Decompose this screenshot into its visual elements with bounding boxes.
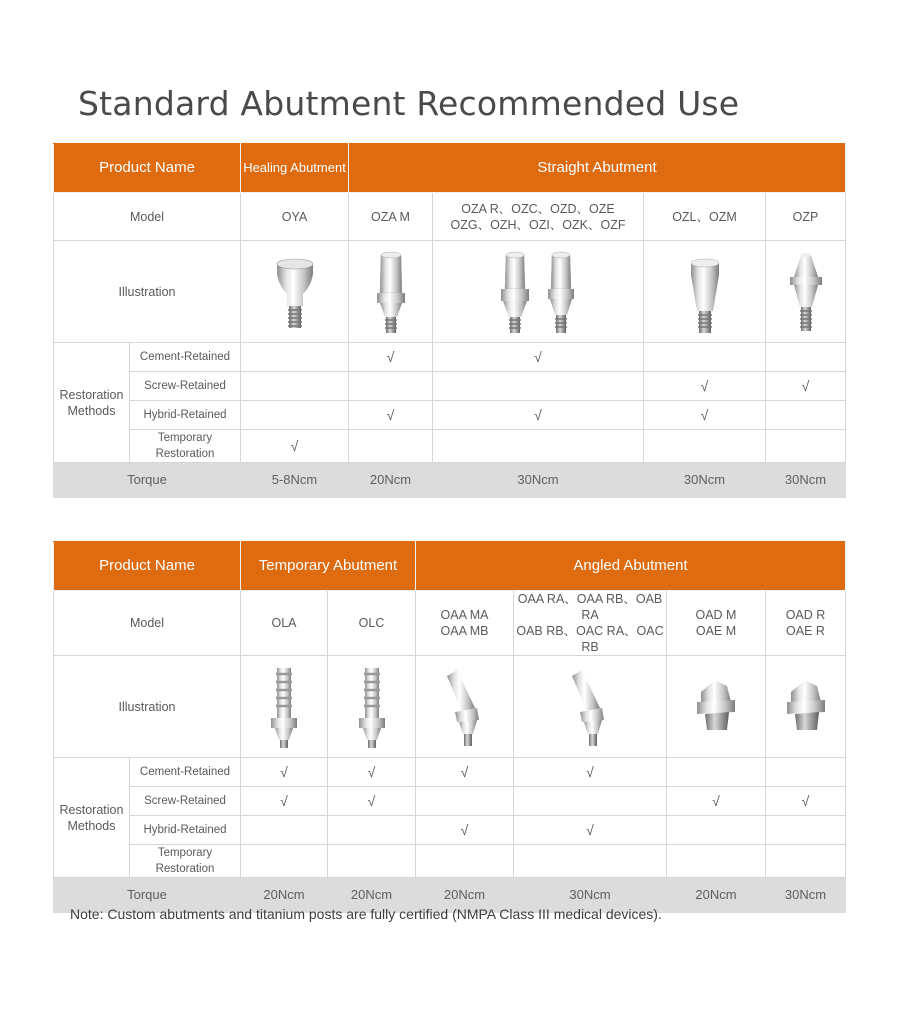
page-title: Standard Abutment Recommended Use <box>78 84 740 123</box>
straight-abutment-table <box>53 143 846 498</box>
check-cell <box>328 816 416 845</box>
product-name-header: Product Name <box>54 542 241 591</box>
check-cell <box>416 845 514 878</box>
torque-value: 30Ncm <box>433 463 644 498</box>
torque-value: 20Ncm <box>416 878 514 913</box>
model-cell: OZA R、OZC、OZD、OZE OZG、OZH、OZI、OZK、OZF <box>433 193 644 241</box>
product-name-header: Product Name <box>54 144 241 193</box>
healing-abutment-icon <box>241 241 349 343</box>
check-cell <box>349 430 433 463</box>
model-cell: OZA M <box>349 193 433 241</box>
group-header-healing: Healing Abutment <box>241 144 349 193</box>
check-cell: √ <box>241 430 349 463</box>
illustration-label: Illustration <box>54 656 241 758</box>
check-cell <box>766 343 846 372</box>
angled-abutment-icon <box>416 656 514 758</box>
torque-value: 30Ncm <box>514 878 667 913</box>
model-label: Model <box>54 591 241 656</box>
temporary-abutment-icon <box>241 656 328 758</box>
check-cell <box>241 816 328 845</box>
check-cell: √ <box>766 372 846 401</box>
check-cell: √ <box>644 401 766 430</box>
temporary-abutment-icon <box>328 656 416 758</box>
method-label: Temporary Restoration <box>130 845 241 878</box>
check-cell <box>514 845 667 878</box>
method-label: Hybrid-Retained <box>130 401 241 430</box>
check-cell: √ <box>416 816 514 845</box>
check-cell: √ <box>328 787 416 816</box>
check-cell: √ <box>349 343 433 372</box>
torque-value: 20Ncm <box>349 463 433 498</box>
model-cell: OLA <box>241 591 328 656</box>
torque-value: 20Ncm <box>241 878 328 913</box>
straight-abutment-icon <box>349 241 433 343</box>
multi-unit-abutment-icon <box>766 241 846 343</box>
check-cell <box>241 343 349 372</box>
angled-abutment-icon <box>514 656 667 758</box>
model-cell: OYA <box>241 193 349 241</box>
model-cell: OLC <box>328 591 416 656</box>
check-cell <box>433 372 644 401</box>
method-label: Hybrid-Retained <box>130 816 241 845</box>
check-cell: √ <box>328 758 416 787</box>
method-label: Cement-Retained <box>130 758 241 787</box>
torque-value: 30Ncm <box>766 463 846 498</box>
check-cell <box>433 430 644 463</box>
torque-value: 5-8Ncm <box>241 463 349 498</box>
check-cell <box>241 845 328 878</box>
check-cell <box>766 430 846 463</box>
check-cell <box>349 372 433 401</box>
check-cell <box>416 787 514 816</box>
check-cell: √ <box>416 758 514 787</box>
check-cell <box>644 343 766 372</box>
restoration-methods-label: Restoration Methods <box>54 343 130 463</box>
illustration-label: Illustration <box>54 241 241 343</box>
method-label: Screw-Retained <box>130 372 241 401</box>
group-header-temporary: Temporary Abutment <box>241 542 416 591</box>
check-cell <box>514 787 667 816</box>
torque-label: Torque <box>54 463 241 498</box>
model-cell: OAA RA、OAA RB、OAB RA OAB RB、OAC RA、OAC RB <box>514 591 667 656</box>
check-cell <box>241 401 349 430</box>
check-cell: √ <box>514 758 667 787</box>
check-cell <box>766 816 846 845</box>
straight-abutment-pair-icon <box>433 241 644 343</box>
check-cell <box>766 758 846 787</box>
check-cell <box>328 845 416 878</box>
check-cell <box>667 816 766 845</box>
model-cell: OAD M OAE M <box>667 591 766 656</box>
check-cell: √ <box>766 787 846 816</box>
torque-value: 20Ncm <box>328 878 416 913</box>
check-cell <box>667 758 766 787</box>
angled-multi-unit-icon <box>667 656 766 758</box>
check-cell <box>766 401 846 430</box>
method-label: Temporary Restoration <box>130 430 241 463</box>
torque-label: Torque <box>54 878 241 913</box>
torque-value: 30Ncm <box>644 463 766 498</box>
group-header-angled: Angled Abutment <box>416 542 846 591</box>
check-cell <box>667 845 766 878</box>
check-cell: √ <box>433 401 644 430</box>
model-label: Model <box>54 193 241 241</box>
angled-abutment-table <box>53 541 846 913</box>
check-cell: √ <box>644 372 766 401</box>
group-header-straight: Straight Abutment <box>349 144 846 193</box>
check-cell: √ <box>514 816 667 845</box>
check-cell: √ <box>241 758 328 787</box>
check-cell: √ <box>241 787 328 816</box>
restoration-methods-label: Restoration Methods <box>54 758 130 878</box>
torque-value: 20Ncm <box>667 878 766 913</box>
check-cell: √ <box>667 787 766 816</box>
conical-abutment-icon <box>644 241 766 343</box>
certification-note: Note: Custom abutments and titanium posts are fully certified (NMPA Class III medical devices). <box>70 906 662 922</box>
model-cell: OAA MA OAA MB <box>416 591 514 656</box>
check-cell <box>644 430 766 463</box>
check-cell <box>766 845 846 878</box>
model-cell: OZL、OZM <box>644 193 766 241</box>
method-label: Screw-Retained <box>130 787 241 816</box>
check-cell: √ <box>433 343 644 372</box>
check-cell: √ <box>349 401 433 430</box>
model-cell: OZP <box>766 193 846 241</box>
method-label: Cement-Retained <box>130 343 241 372</box>
torque-value: 30Ncm <box>766 878 846 913</box>
model-cell: OAD R OAE R <box>766 591 846 656</box>
check-cell <box>241 372 349 401</box>
angled-multi-unit-icon <box>766 656 846 758</box>
